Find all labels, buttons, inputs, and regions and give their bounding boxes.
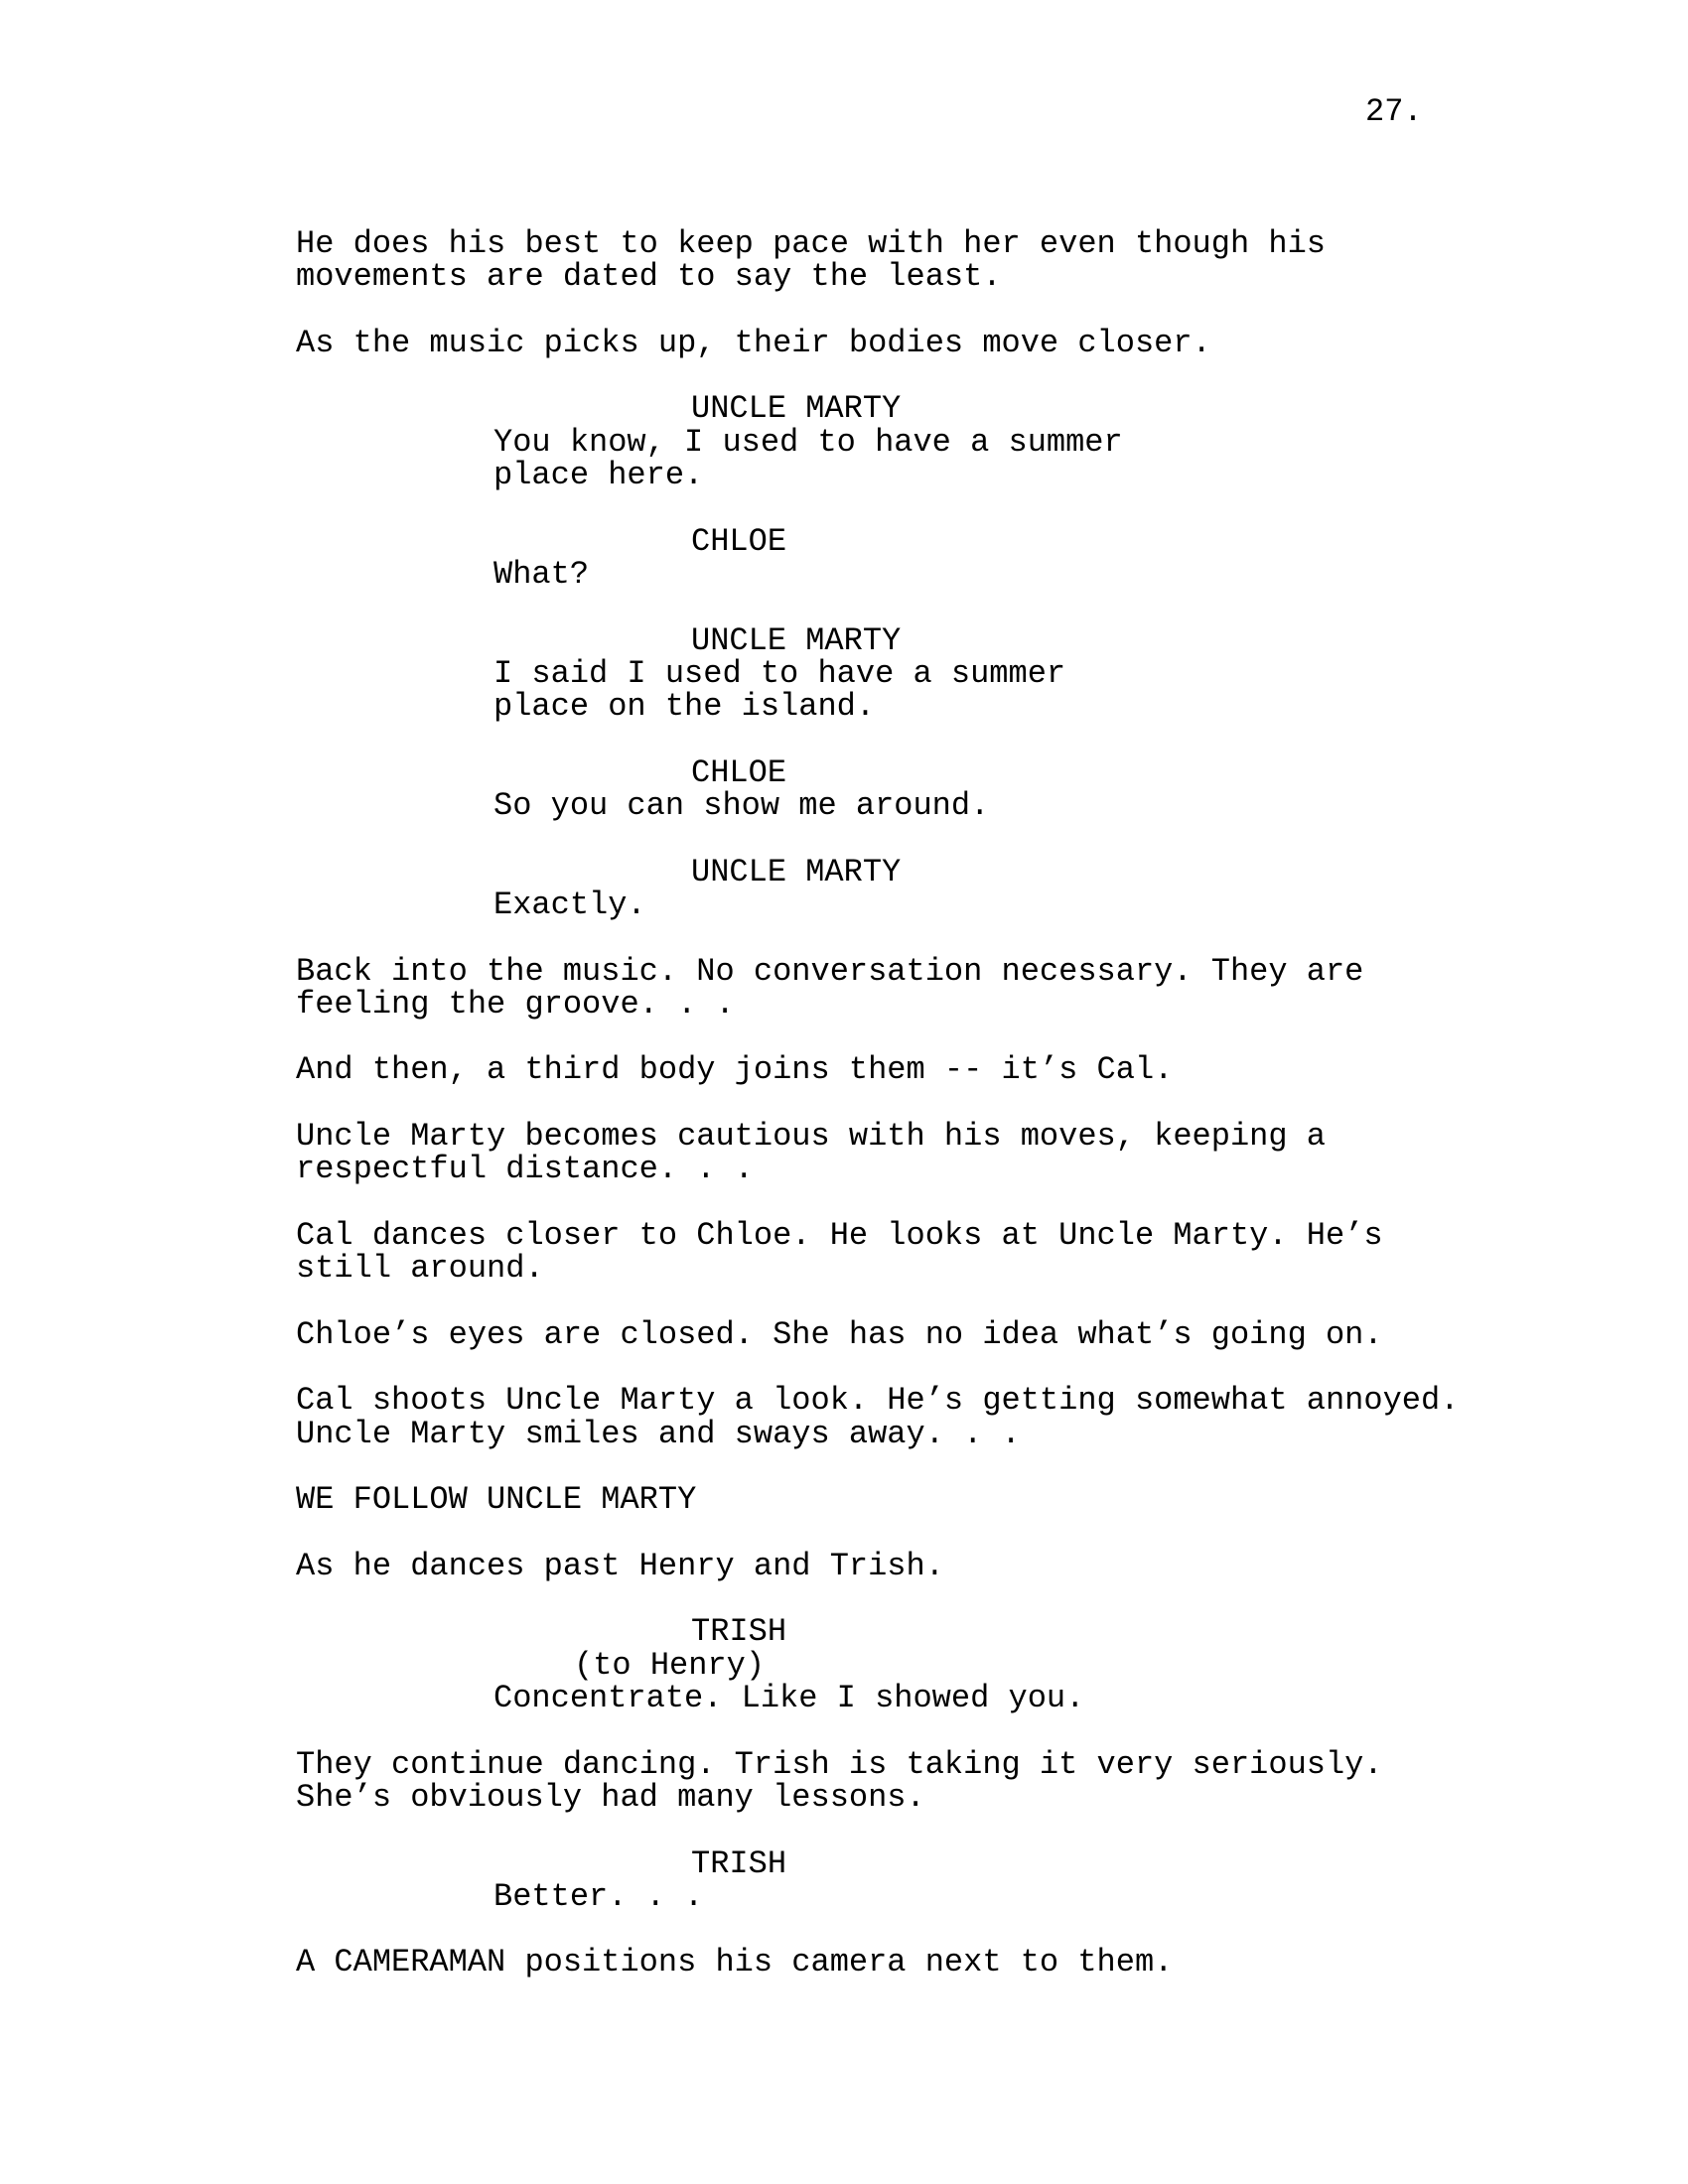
script-dialogue: Better. . . (493, 1877, 704, 1915)
script-character: UNCLE MARTY (691, 621, 902, 659)
page-number: 27. (1365, 93, 1423, 130)
script-character: CHLOE (691, 522, 787, 560)
script-dialogue: So you can show me around. (493, 787, 990, 825)
script-action: Uncle Marty becomes cautious with his moves, keeping a respectful distance. . . (296, 1118, 1326, 1188)
script-parenthetical: (to Henry) (574, 1646, 766, 1684)
script-dialogue: Concentrate. Like I showed you. (493, 1680, 1085, 1717)
script-dialogue: Exactly. (493, 886, 646, 923)
script-action: As the music picks up, their bodies move closer. (296, 324, 1211, 361)
script-action: Cal dances closer to Chloe. He looks at Uncle Marty. He’s still around. (296, 1216, 1383, 1288)
script-action: Chloe’s eyes are closed. She has no idea what’s going on. (296, 1315, 1383, 1353)
script-action: Cal shoots Uncle Marty a look. He’s getting somewhat annoyed. Uncle Marty smiles and sways away. . . (296, 1382, 1460, 1452)
script-action: As he dances past Henry and Trish. (296, 1547, 944, 1584)
script-dialogue: You know, I used to have a summer place here. (493, 423, 1123, 494)
script-action: A CAMERAMAN positions his camera next to them. (296, 1944, 1174, 1981)
script-dialogue: I said I used to have a summer place on the island. (493, 654, 1066, 726)
script-action: Back into the music. No conversation necessary. They are feeling the groove. . . (296, 952, 1364, 1023)
script-character: TRISH (691, 1844, 787, 1882)
script-body (0, 227, 1688, 2012)
script-action: WE FOLLOW UNCLE MARTY (296, 1481, 697, 1519)
script-character: TRISH (691, 1613, 787, 1651)
script-dialogue: What? (493, 555, 590, 593)
script-character: UNCLE MARTY (691, 390, 902, 428)
script-action: And then, a third body joins them -- it’s Cal. (296, 1051, 1174, 1089)
script-character: CHLOE (691, 753, 787, 791)
script-action: He does his best to keep pace with her even though his movements are dated to say the least. (296, 225, 1326, 296)
script-action: They continue dancing. Trish is taking it very seriously. She’s obviously had many lessons. (296, 1745, 1383, 1816)
script-character: UNCLE MARTY (691, 853, 902, 890)
